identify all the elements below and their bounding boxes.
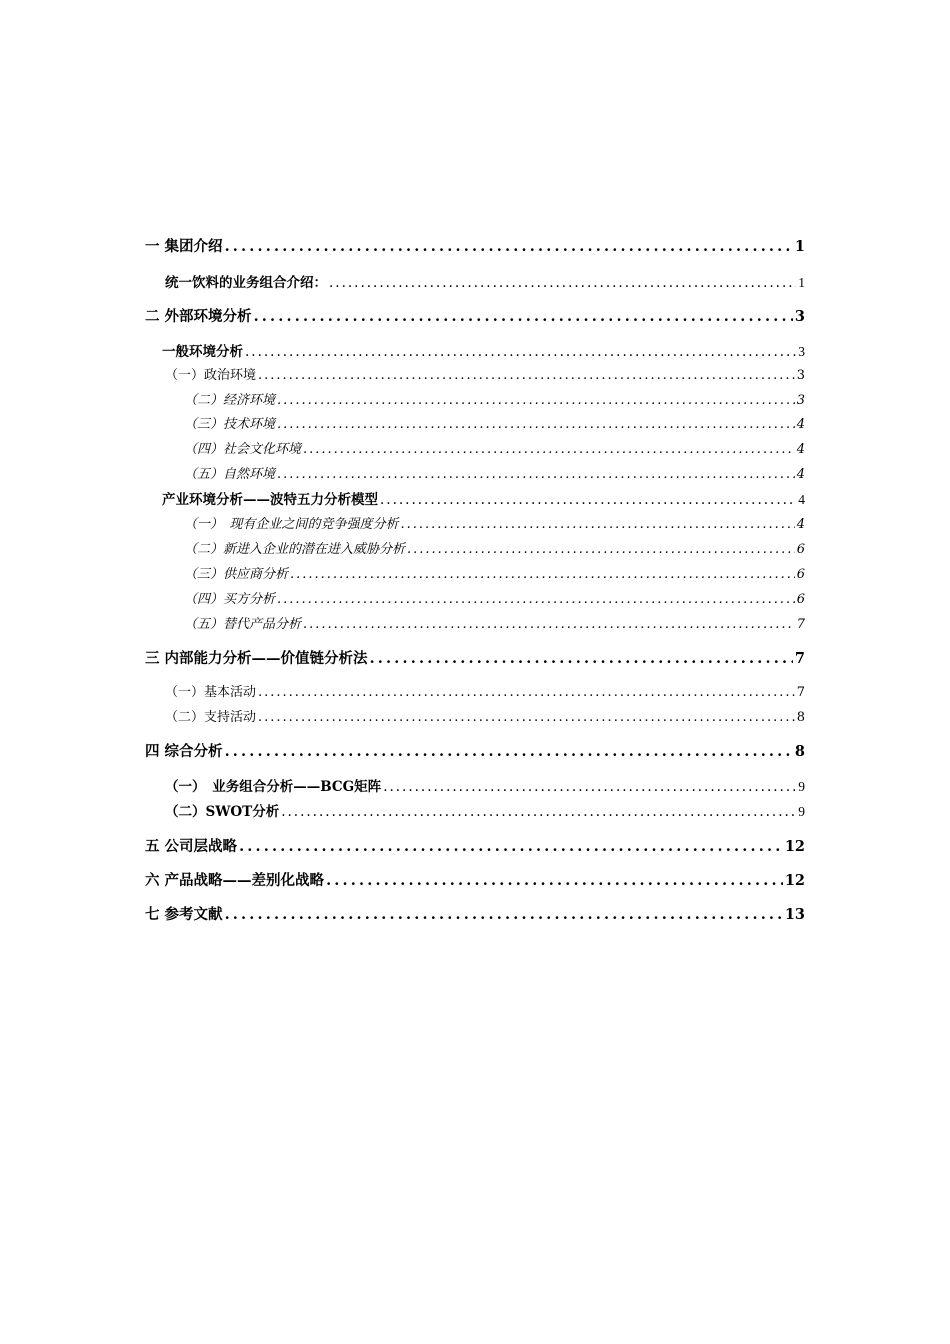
- toc-dot-leader: [383, 781, 796, 795]
- toc-entry-title: （四）社会文化环境: [184, 442, 302, 457]
- toc-page-number: 6: [796, 542, 805, 557]
- toc-dot-leader: [407, 543, 795, 556]
- toc-dot-leader: [326, 874, 783, 889]
- toc-entry[interactable]: [165, 369, 805, 382]
- toc-entry[interactable]: [184, 518, 805, 531]
- toc-entry-title: 三 内部能力分析——价值链分析法: [145, 650, 368, 667]
- toc-entry-title: 一般环境分析: [162, 344, 243, 360]
- toc-entry-title: （五）替代产品分析: [184, 617, 302, 632]
- toc-entry-title: 五 公司层战略: [145, 838, 238, 855]
- toc-entry[interactable]: [145, 652, 805, 667]
- toc-page-number: 4: [796, 442, 805, 457]
- toc-page-number: 8: [796, 710, 805, 725]
- toc-entry[interactable]: [165, 711, 805, 724]
- toc-entry-title: （二）SWOT分析: [165, 804, 280, 820]
- toc-dot-leader: [303, 443, 795, 456]
- toc-page-number: 9: [798, 804, 805, 819]
- toc-dot-leader: [329, 277, 796, 291]
- toc-dot-leader: [258, 686, 795, 699]
- toc-dot-leader: [239, 840, 783, 855]
- toc-entry[interactable]: [165, 686, 805, 699]
- toc-entry-title: （二）支持活动: [165, 710, 257, 725]
- toc-entry-title: （三）供应商分析: [184, 567, 289, 582]
- toc-dot-leader: [401, 518, 795, 531]
- toc-entry-title: 一 集团介绍: [145, 238, 223, 255]
- toc-page-number: 3: [796, 368, 805, 383]
- toc-page-number: 8: [794, 743, 805, 760]
- toc-entry-title: 七 参考文献: [145, 906, 223, 923]
- toc-entry-title: 六 产品战略——差别化战略: [145, 872, 325, 889]
- toc-dot-leader: [370, 652, 793, 667]
- toc-entry[interactable]: [184, 618, 805, 631]
- toc-entry[interactable]: [162, 493, 805, 508]
- toc-dot-leader: [245, 346, 796, 360]
- toc-entry-title: （五）自然环境: [184, 467, 276, 482]
- toc-entry-title: 统一饮料的业务组合介绍：: [165, 275, 327, 291]
- toc-page-number: 12: [784, 872, 805, 889]
- toc-entry-title: 二 外部环境分析: [145, 308, 252, 325]
- toc-dot-leader: [277, 418, 795, 431]
- toc-page-number: 1: [794, 238, 805, 255]
- toc-entry[interactable]: [145, 745, 805, 760]
- toc-page-number: 13: [784, 906, 805, 923]
- toc-page-number: 3: [798, 344, 805, 359]
- toc-page-number: 6: [796, 592, 805, 607]
- toc-entry[interactable]: [184, 543, 805, 556]
- toc-entry-title: （一）基本活动: [165, 685, 257, 700]
- toc-entry[interactable]: [145, 240, 805, 255]
- toc-page-number: 1: [798, 275, 805, 290]
- toc-entry-title: 四 综合分析: [145, 743, 223, 760]
- toc-dot-leader: [277, 468, 795, 481]
- toc-page-number: 9: [798, 779, 805, 794]
- toc-page-number: 7: [794, 650, 805, 667]
- toc-page-number: 4: [796, 467, 805, 482]
- toc-dot-leader: [225, 908, 783, 923]
- toc-dot-leader: [380, 494, 796, 508]
- toc-page-number: 4: [796, 417, 805, 432]
- toc-entry[interactable]: [162, 345, 805, 360]
- toc-dot-leader: [258, 711, 795, 724]
- toc-entry-title: （二）新进入企业的潜在进入威胁分析: [184, 542, 406, 557]
- toc-dot-leader: [225, 240, 793, 255]
- toc-entry-title: （二）经济环境: [184, 393, 276, 408]
- toc-entry[interactable]: [184, 443, 805, 456]
- toc-entry-title: 产业环境分析——波特五力分析模型: [162, 492, 378, 508]
- toc-entry[interactable]: [165, 780, 805, 795]
- toc-entry-title: （三）技术环境: [184, 417, 276, 432]
- toc-page-number: 4: [796, 517, 805, 532]
- toc-page-number: 3: [794, 308, 805, 325]
- toc-dot-leader: [225, 745, 793, 760]
- toc-entry-title: （一） 业务组合分析——BCG矩阵: [165, 779, 382, 795]
- toc-page-number: 12: [784, 838, 805, 855]
- toc-dot-leader: [277, 394, 795, 407]
- toc-entry[interactable]: [184, 593, 805, 606]
- toc-dot-leader: [303, 618, 795, 631]
- toc-entry[interactable]: [184, 568, 805, 581]
- toc-entry-title: （一）政治环境: [165, 368, 257, 383]
- toc-page-number: 6: [796, 567, 805, 582]
- toc-entry[interactable]: [145, 874, 805, 889]
- toc-entry[interactable]: [145, 310, 805, 325]
- toc-entry[interactable]: [184, 418, 805, 431]
- toc-entry[interactable]: [145, 840, 805, 855]
- toc-entry[interactable]: [165, 805, 805, 820]
- toc-page-number: 7: [796, 685, 805, 700]
- toc-entry-title: （一） 现有企业之间的竞争强度分析: [184, 517, 399, 532]
- toc-page-number: 7: [796, 617, 805, 632]
- toc-entry-title: （四）买方分析: [184, 592, 276, 607]
- toc-entry[interactable]: [184, 394, 805, 407]
- toc-page-number: 4: [798, 492, 805, 507]
- toc-dot-leader: [290, 568, 795, 581]
- toc-entry[interactable]: [145, 908, 805, 923]
- toc-dot-leader: [254, 310, 793, 325]
- toc-dot-leader: [277, 593, 795, 606]
- toc-dot-leader: [281, 806, 796, 820]
- toc-dot-leader: [258, 369, 795, 382]
- toc-entry[interactable]: [184, 468, 805, 481]
- toc-entry[interactable]: [165, 276, 805, 291]
- toc-page-number: 3: [796, 393, 805, 408]
